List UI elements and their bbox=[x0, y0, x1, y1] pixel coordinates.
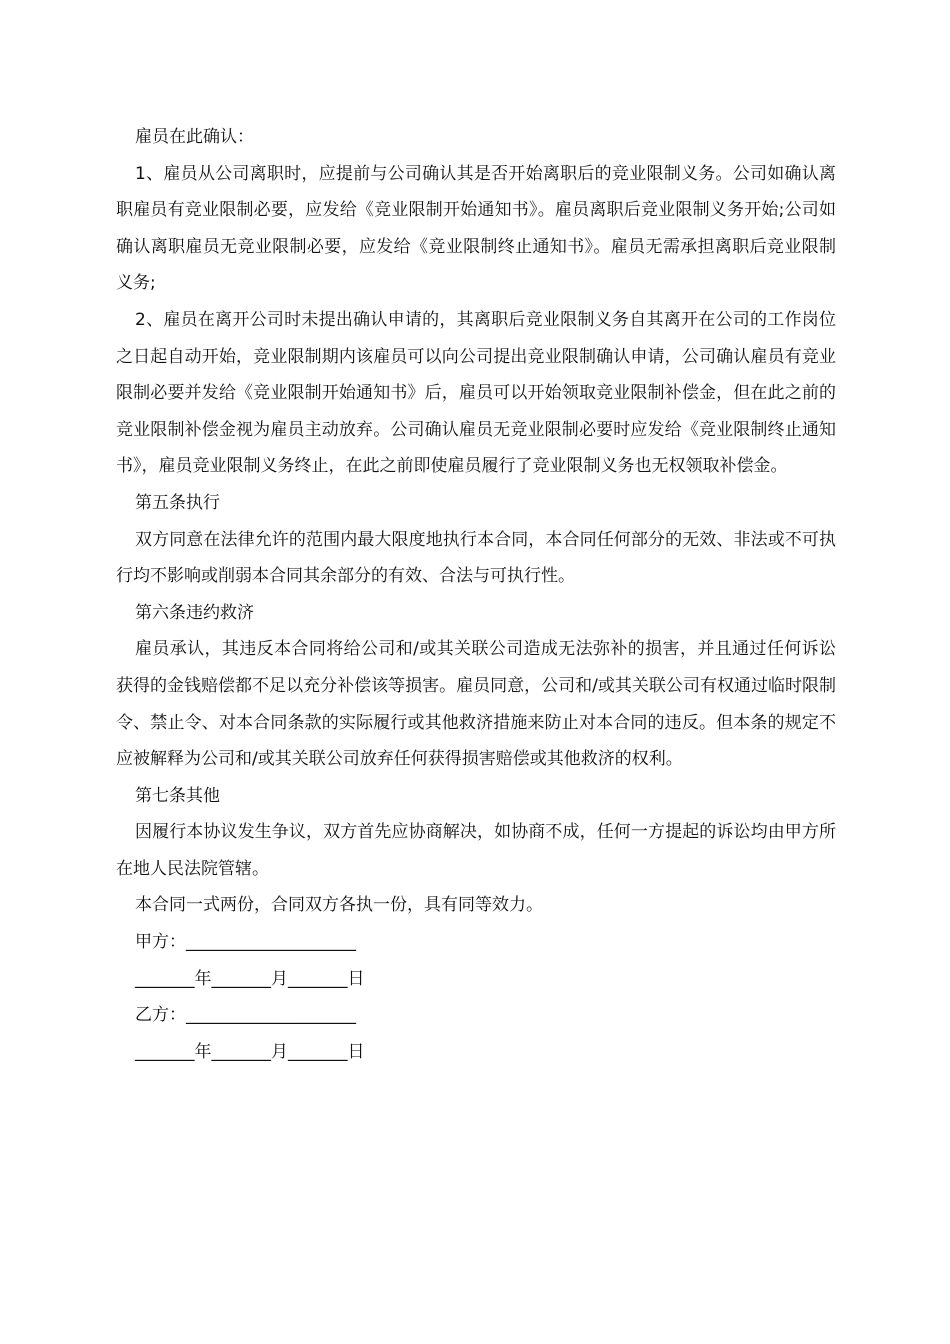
clause-2: 2、雇员在离开公司时未提出确认申请的，其离职后竞业限制义务自其离开在公司的工作岗位之日起自动开始，竞业限制期内该雇员可以向公司提出竞业限制确认申请，公司确认雇员有竞业限制必要并发给《竞业限制开始通知书》后，雇员可以开始领取竞业限制补偿金，但在此之前的竞业限制补偿金视为雇员主动放弃。公司确认雇员无竞业限制必要时应发给《竞业限制终止通知书》，雇员竞业限制义务终止，在此之前即使雇员履行了竞业限制义务也无权领取补偿金。 bbox=[116, 309, 836, 477]
article-6-title: 第六条违约救济 bbox=[135, 602, 254, 623]
party-b-signature: 乙方：____________________ bbox=[135, 1005, 356, 1026]
article-5-body: 双方同意在法律允许的范围内最大限度地执行本合同，本合同任何部分的无效、非法或不可执行均不影响或削弱本合同其余部分的有效、合法与可执行性。 bbox=[116, 529, 836, 587]
document-body bbox=[116, 119, 836, 1070]
article-7-body: 因履行本协议发生争议，双方首先应协商解决，如协商不成，任何一方提起的诉讼均由甲方所在地人民法院管辖。 bbox=[116, 822, 836, 879]
article-7-title: 第七条其他 bbox=[135, 785, 220, 806]
party-a-signature: 甲方：____________________ bbox=[135, 932, 356, 953]
article-5-title: 第五条执行 bbox=[135, 492, 220, 513]
party-b-date: _______年_______月_______日 bbox=[135, 1041, 365, 1062]
party-a-date: _______年_______月_______日 bbox=[135, 968, 365, 989]
article-6-body: 雇员承认，其违反本合同将给公司和/或其关联公司造成无法弥补的损害，并且通过任何诉讼获得的金钱赔偿都不足以充分补偿该等损害。雇员同意，公司和/或其关联公司有权通过临时限制令、禁止令、对本合同条款的实际履行或其他救济措施来防止对本合同的违反。但本条的规定不应被解释为公司和/或其关联公司放弃任何获得损害赔偿或其他救济的权利。 bbox=[116, 639, 836, 770]
intro-line: 雇员在此确认： bbox=[135, 127, 254, 147]
clause-1: 1、雇员从公司离职时，应提前与公司确认其是否开始离职后的竞业限制义务。公司如确认离职雇员有竞业限制必要，应发给《竞业限制开始通知书》。雇员离职后竞业限制义务开始;公司如确认离职雇员无竞业限制必要，应发给《竞业限制终止通知书》。雇员无需承担离职后竞业限制义务; bbox=[116, 163, 836, 294]
copies-statement: 本合同一式两份，合同双方各执一份，具有同等效力。 bbox=[135, 895, 543, 916]
